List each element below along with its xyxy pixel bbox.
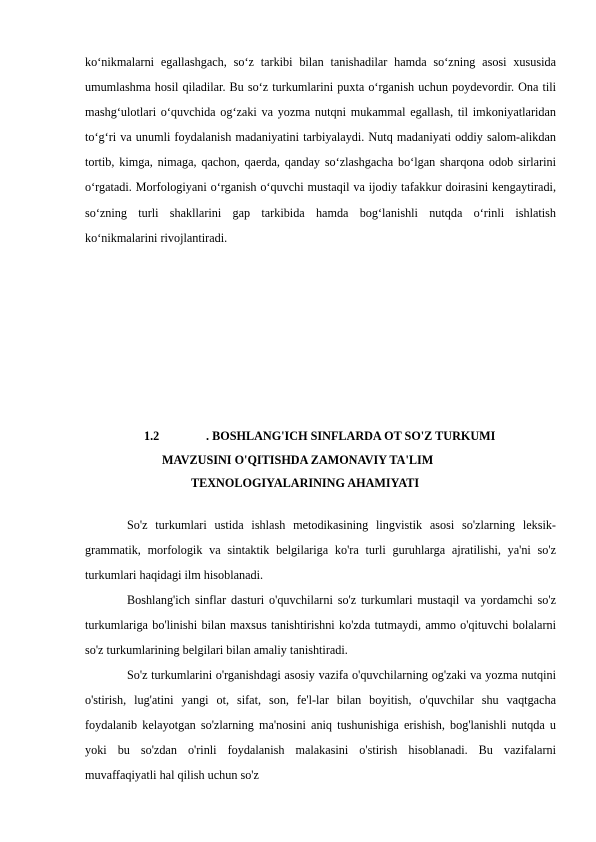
section-title-line-2: MAVZUSINI O'QITISHDA ZAMONAVIY TA'LIM bbox=[162, 452, 434, 467]
section-title-line-3: TEXNOLOGIYALARINING AHAMIYATI bbox=[191, 476, 420, 490]
section-number: 1.2 bbox=[144, 429, 160, 443]
section-heading-line-1 bbox=[85, 425, 556, 449]
body-paragraph-1: So'z turkumlari ustida ishlash metodikasining lingvistik asosi so'zlarning leksik-grammatik, morfologik va sintaktik belgilariga ko'ra turli guruhlarga ajratilishi, ya'ni so'z turkumlari haqidagi ilm hisoblanadi. bbox=[85, 518, 556, 583]
section-title-line-1: . BOSHLANG'ICH SINFLARDA OT SO'Z TURKUMI bbox=[206, 429, 496, 443]
body-paragraph-2: Boshlang'ich sinflar dasturi o'quvchilarni so'z turkumlari mustaqil va yordamchi so'z turkumlariga bo'linishi bilan maxsus tanishtirishni ko'zda tutmaydi, ammo o'qituvchi bolalarni so'z turkumlarining belgilari bilan amaliy tanishtiradi. bbox=[85, 593, 556, 658]
body-paragraph-3: So'z turkumlarini o'rganishdagi asosiy vazifa o'quvchilarning og'zaki va yozma nutqini o'stirish, lug'atini yangi ot, sifat, son, fe'l-lar bilan boyitish, o'quvchilar shu vaqtgacha foydalanib kelayotgan so'zlarning ma'nosini aniq tushunishiga erishish, bog'lanishli nutqda u yoki bu so'zdan o'rinli foydalanish malakasini o'stirish hisoblanadi. Bu vazifalarni muvaffaqiyatli hal qilish uchun so'z bbox=[85, 668, 556, 783]
intro-paragraph: ko‘nikmalarni egallashgach, so‘z tarkibi bilan tanishadilar hamda so‘zning asosi xususida umumlashma hosil qiladilar. Bu so‘z turkumlarini puxta o‘rganish uchun poydevordir. Ona tili mashg‘ulotlari o‘quvchida og‘zaki va yozma nutqni mukammal egallash, til imkoniyatlaridan to‘g‘ri va unumli foydalanish madaniyatini tarbiyalaydi. Nutq madaniyati oddiy salom-alikdan tortib, kimga, nimaga, qachon, qaerda, qanday so‘zlashgacha bo‘lgan sharqona odob sirlarini o‘rgatadi. Morfologiyani o‘rganish o‘quvchi mustaqil va ijodiy tafakkur doirasini kengaytiradi, so‘zning turli shakllarini gap tarkibida hamda bog‘lanishli nutqda o‘rinli ishlatish ko‘nikmalarini rivojlantiradi. bbox=[85, 55, 556, 245]
section-heading bbox=[85, 425, 556, 496]
